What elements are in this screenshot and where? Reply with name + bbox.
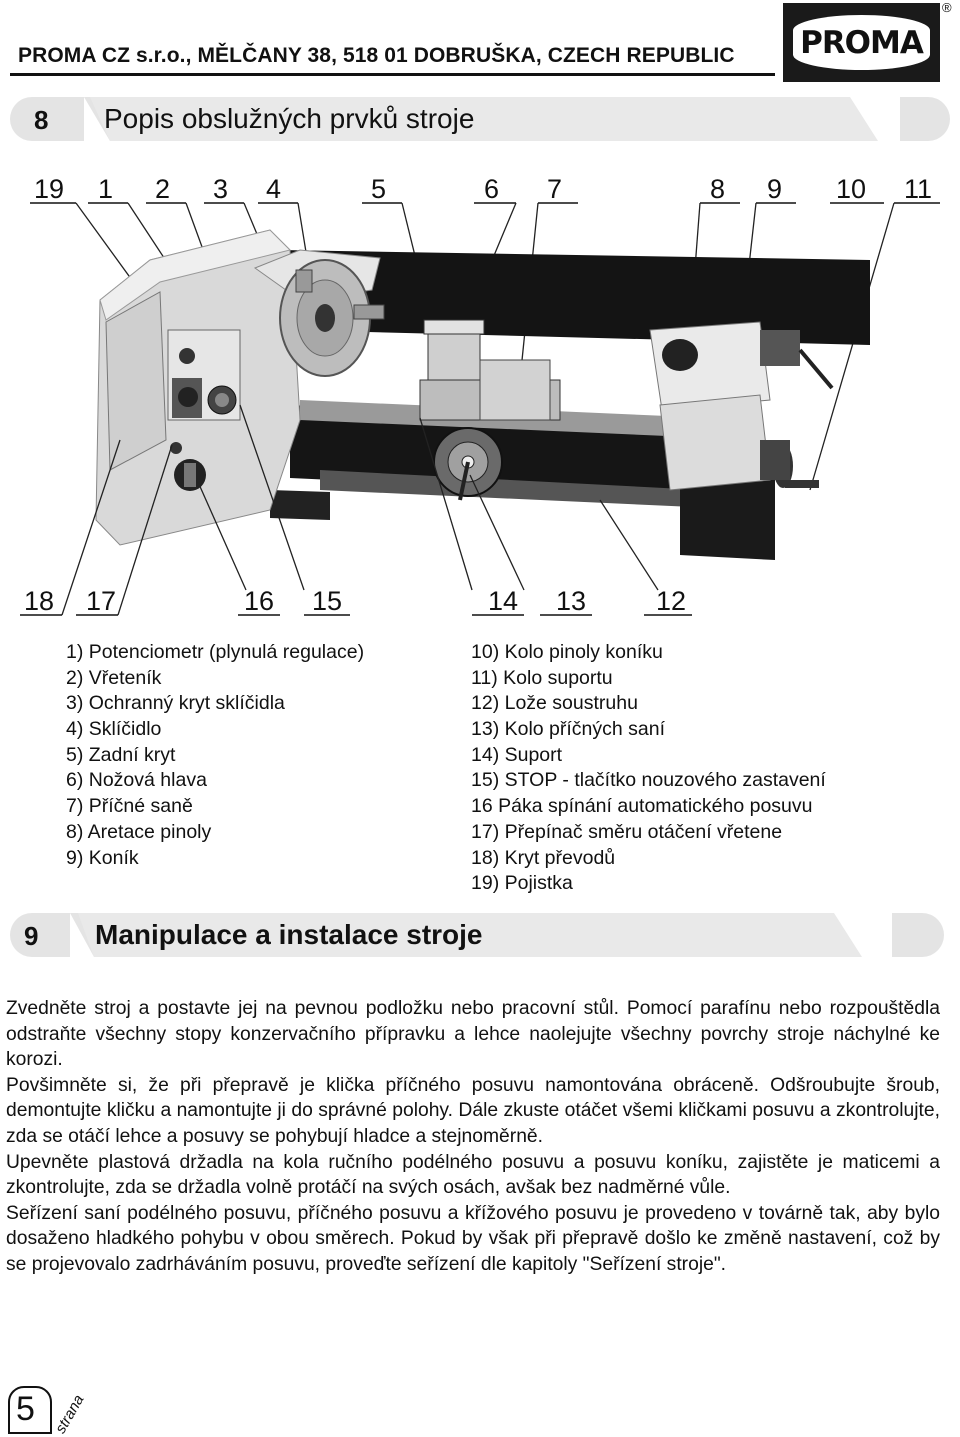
- legend-item: 4) Sklíčidlo: [66, 718, 162, 741]
- section-8-title: Popis obslužných prvků stroje: [104, 103, 475, 134]
- legend-left: [66, 640, 364, 871]
- legend-item: 12) Lože soustruhu: [471, 692, 638, 715]
- registered-mark: ®: [942, 0, 952, 15]
- section-9-title: Manipulace a instalace stroje: [95, 919, 483, 950]
- paragraph: Zvedněte stroj a postavte jej na pevnou podložku nebo pracovní stůl. Pomocí parafínu nebo rozpouštědla odstraňte všechny stopy konzervačního přípravku a lehce naolejujte všechny povrchy stroje náchylné ke korozi.: [6, 998, 940, 1071]
- callout-14: 14: [488, 586, 519, 616]
- legend-item: 16 Páka spínání automatického posuvu: [471, 795, 813, 818]
- paragraph: Upevněte plastová držadla na kola ručního podélného posuvu a posuvu koníku, zajistěte je maticemi a zkontrolujte, zda se držadla volně protáčí na svých osách, avšak bez nadměrné vůle.: [6, 1151, 940, 1199]
- legend-item: 13) Kolo příčných saní: [471, 718, 666, 741]
- legend-item: 8) Aretace pinoly: [66, 820, 212, 843]
- legend-item: 5) Zadní kryt: [66, 743, 176, 766]
- callout-2: 2: [155, 174, 171, 204]
- callout-11: 11: [904, 174, 933, 204]
- section-9-number: 9: [24, 921, 39, 951]
- proma-logo: [783, 3, 940, 82]
- company-address: PROMA CZ s.r.o., MĚLČANY 38, 518 01 DOBRUŠKA, CZECH REPUBLIC: [18, 44, 735, 67]
- legend-item: 6) Nožová hlava: [66, 769, 207, 792]
- page-number: 5: [16, 1390, 35, 1428]
- callout-18: 18: [24, 586, 55, 616]
- legend-item: 18) Kryt převodů: [471, 846, 616, 869]
- legend-item: 11) Kolo suportu: [471, 666, 613, 689]
- callout-15: 15: [312, 586, 343, 616]
- callout-12: 12: [656, 586, 687, 616]
- legend-item: 1) Potenciometr (plynulá regulace): [66, 641, 365, 663]
- legend-item: 2) Vřeteník: [66, 666, 162, 689]
- legend-right: [471, 640, 826, 897]
- legend-item: 3) Ochranný kryt sklíčidla: [66, 692, 285, 715]
- callout-19: 19: [34, 174, 65, 204]
- page-label: strana: [52, 1391, 88, 1437]
- legend-item: 9) Koník: [66, 846, 139, 869]
- callout-1: 1: [98, 174, 114, 204]
- legend-item: 15) STOP - tlačítko nouzového zastavení: [471, 769, 826, 792]
- legend-item: 7) Příčné saně: [66, 795, 193, 818]
- callout-13: 13: [556, 586, 587, 616]
- lathe-illustration: [0, 160, 960, 630]
- callout-9: 9: [767, 174, 783, 204]
- header-rule: [10, 73, 775, 76]
- paragraph: Povšimněte si, že při přepravě je klička příčného posuvu namontována obráceně. Odšroubujte šroub, demontujte kličku a namontujte ji do správné polohy. Dále zkuste otáčet všemi kličkami posuvu a zkontrolujte, zda se otáčí lehce a posuvy se pohybují hladce a stejnoměrně.: [6, 1074, 940, 1147]
- paragraph: Seřízení saní podélného posuvu, příčného posuvu a křížového posuvu je provedeno v továrně tak, aby bylo dosaženo hladkého pohybu v obou směrech. Pokud by však při přepravě došlo ke změně nastavení, což by se projevovalo zadrháváním posuvu, proveďte seřízení dle kapitoly "Seřízení stroje".: [6, 1202, 940, 1275]
- legend-item: 19) Pojistka: [471, 872, 573, 895]
- logo-text: PROMA: [800, 24, 923, 61]
- callout-5: 5: [371, 174, 387, 204]
- callout-6: 6: [484, 174, 500, 204]
- callout-10: 10: [836, 174, 867, 204]
- callout-4: 4: [266, 174, 282, 204]
- legend-item: 14) Suport: [471, 743, 563, 766]
- callout-8: 8: [710, 174, 726, 204]
- callout-3: 3: [213, 174, 229, 204]
- legend-item: 10) Kolo pinoly koníku: [471, 641, 663, 663]
- section-8-number: 8: [34, 105, 49, 135]
- callout-16: 16: [244, 586, 275, 616]
- legend-item: 17) Přepínač směru otáčení vřetene: [471, 820, 783, 843]
- installation-text: [6, 996, 940, 1278]
- callout-7: 7: [547, 174, 563, 204]
- callout-17: 17: [86, 586, 117, 616]
